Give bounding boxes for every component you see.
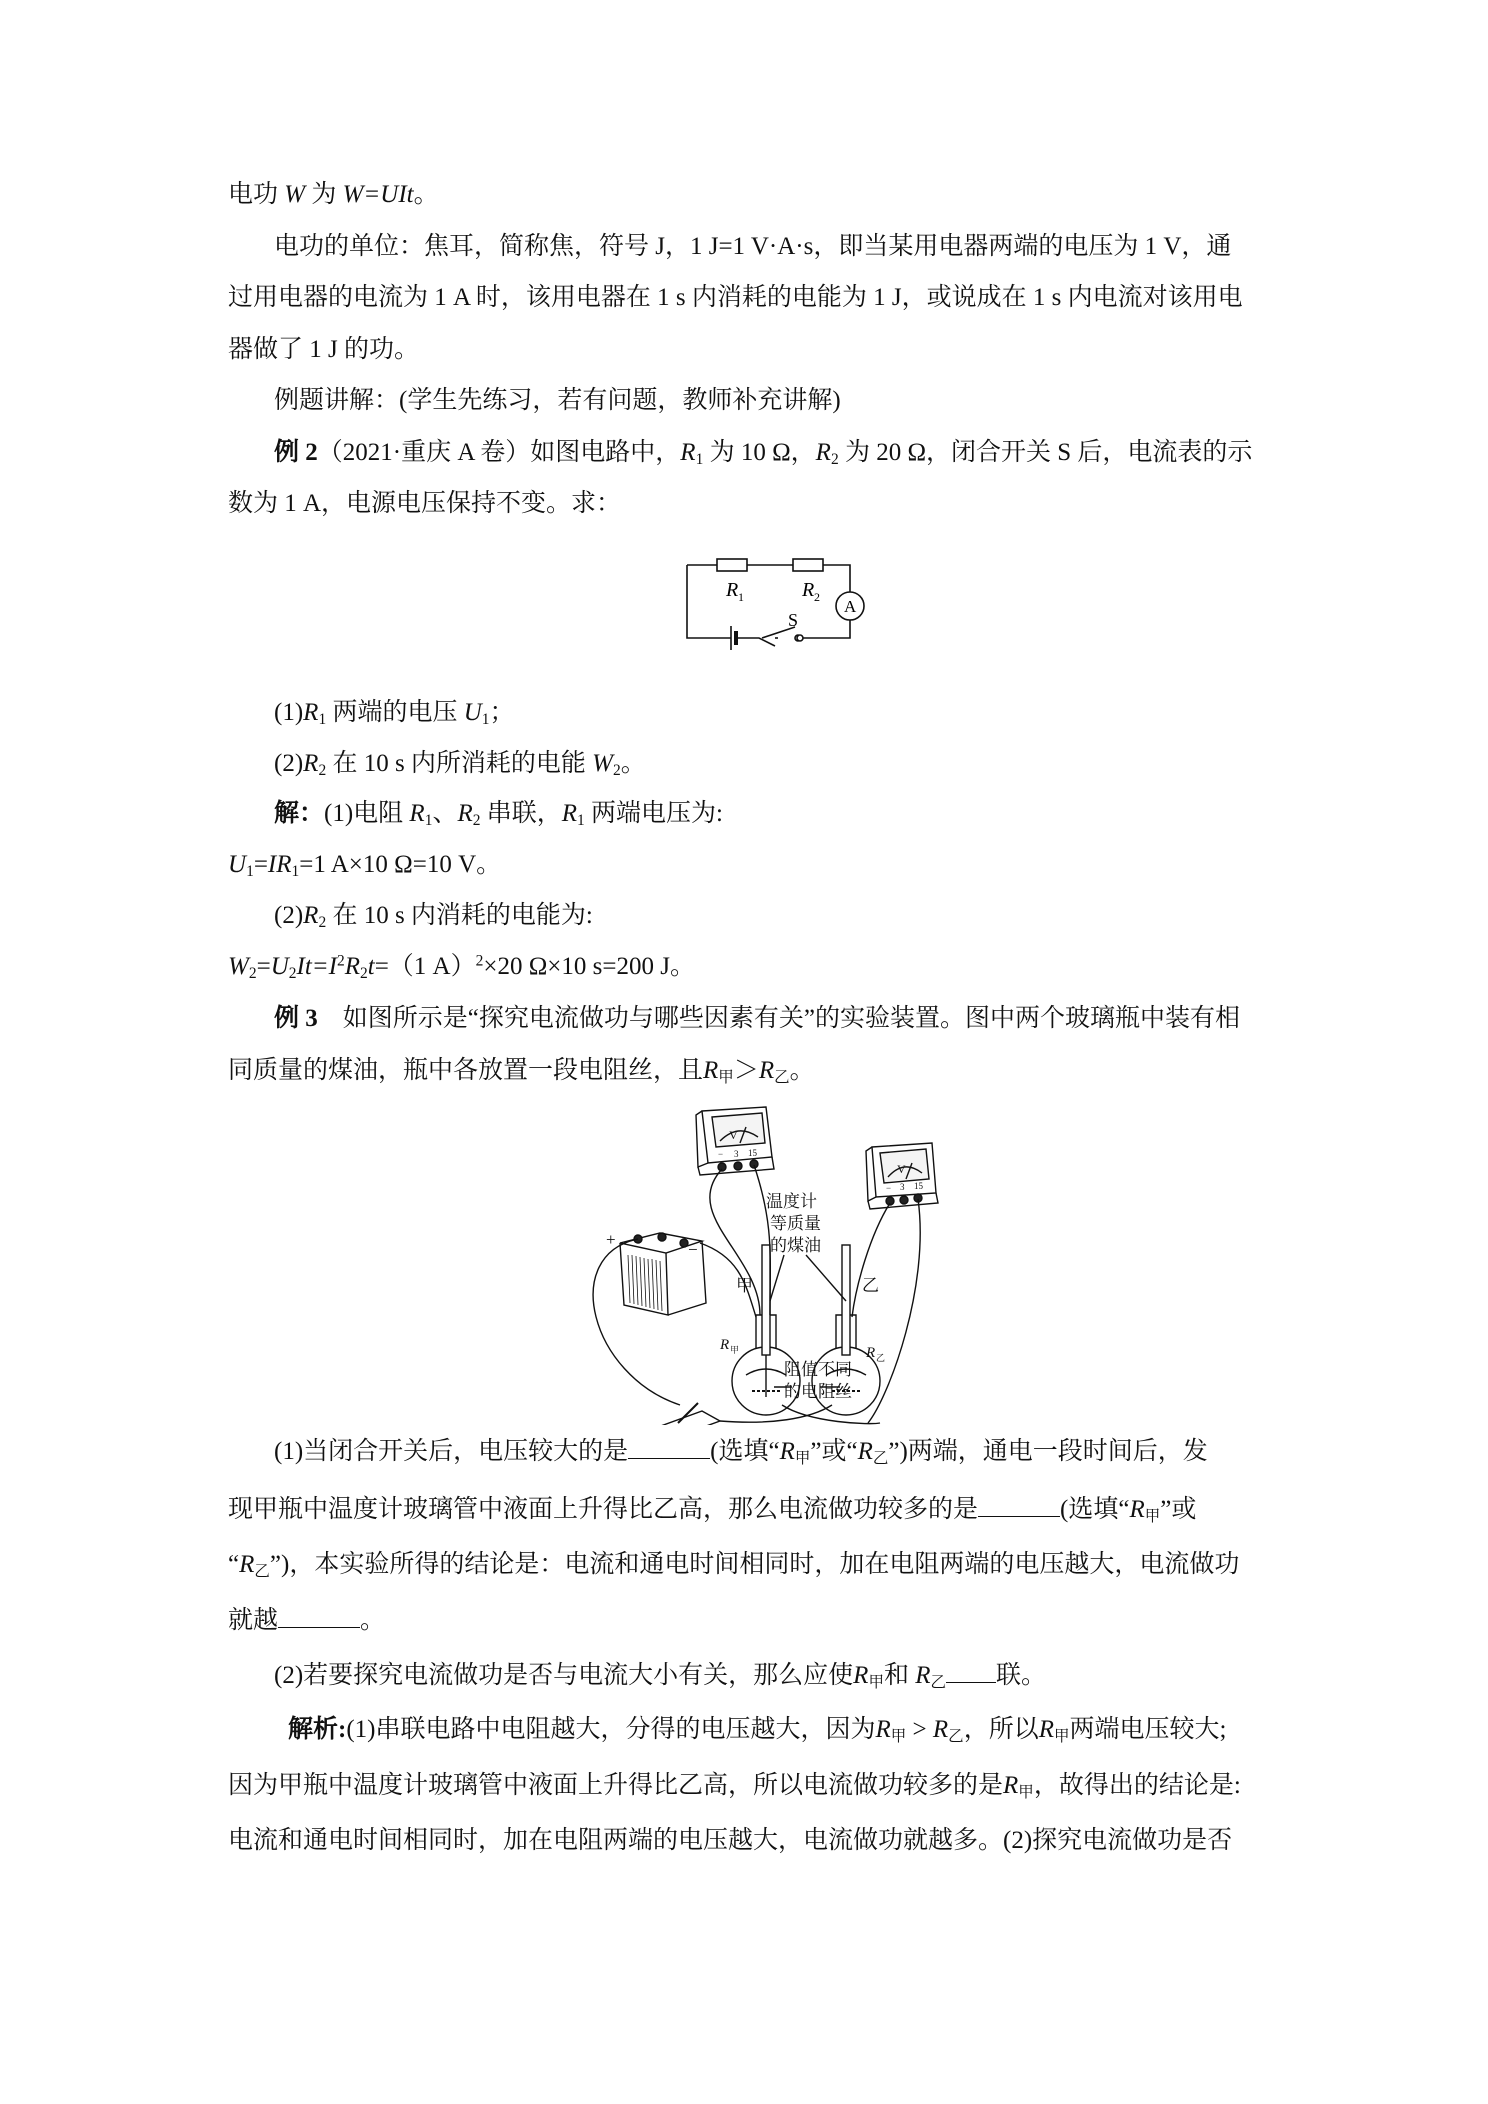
text-line-1: 电功 W 为 W=UIt。 xyxy=(228,181,439,208)
example-3-line-2: 同质量的煤油，瓶中各放置一段电阻丝，且$R_甲>R_乙$。 xyxy=(228,1057,815,1086)
scale-3-right: 3 xyxy=(900,1182,905,1192)
label-r-yi: R xyxy=(866,1345,876,1361)
solution-line-2: $U_1=IR_1=1$ A×10 Ω=10 V。 xyxy=(228,851,502,880)
text-line-3: 过用电器的电流为 1 A 时，该用电器在 1 s 内消耗的电能为 1 J，或说成在 1 s 内电流对该用电 xyxy=(228,284,1243,311)
scale-minus-right: − xyxy=(886,1183,892,1193)
voltmeter-right-v: V xyxy=(897,1162,906,1176)
scale-15-left: 15 xyxy=(748,1148,757,1158)
text-line-4: 器做了 1 J 的功。 xyxy=(228,336,419,363)
example-2-line-2: 数为 1 A，电源电压保持不变。求： xyxy=(228,490,622,517)
label-r1-sub: 1 xyxy=(738,590,744,604)
example-3-line-1: 例 3 如图所示是“探究电流做功与哪些因素有关”的实验装置。图中两个玻璃瓶中装有相 xyxy=(274,1005,1240,1032)
label-jia: 甲 xyxy=(736,1276,753,1295)
label-minus: − xyxy=(688,1240,698,1259)
label-r2: R xyxy=(802,579,815,601)
answer-blank-1[interactable] xyxy=(628,1436,710,1459)
apparatus-diagram xyxy=(570,1105,940,1425)
label-yi: 乙 xyxy=(862,1276,879,1295)
answer-blank-4[interactable] xyxy=(946,1660,996,1683)
scale-minus-left: − xyxy=(718,1149,724,1159)
label-wire-1: 阻值不同 xyxy=(784,1360,852,1379)
label-oil-1: 等质量 xyxy=(770,1214,821,1233)
analysis-line-2: 因为甲瓶中温度计玻璃管中液面上升得比乙高，所以电流做功较多的是$R_甲$，故得出的结论是: xyxy=(228,1772,1241,1801)
scale-15-right: 15 xyxy=(914,1181,923,1191)
solution-line-4: $W_2=U_2It=I^2R_2t=(1$ A）$^2$×20 Ω×10 s=200 J。 xyxy=(228,952,695,982)
analysis-line-1: 解析:(1)串联电路中电阻越大，分得的电压越大，因为$R_甲 > R_乙$，所以$R_甲$两端电压较大; xyxy=(288,1716,1227,1745)
voltmeter-left-v: V xyxy=(729,1128,738,1142)
text-line-2: 电功的单位：焦耳，简称焦，符号 J，1 J=1 V·A·s，即当某用电器两端的电压为 1 V，通 xyxy=(274,233,1232,260)
solution-line-3: $(2)R_2$ 在 10 s 内消耗的电能为: xyxy=(274,902,593,931)
label-r2-sub: 2 xyxy=(814,590,820,604)
ex3-question-1-line-3: “$R_乙$”)，本实验所得的结论是：电流和通电时间相同时，加在电阻两端的电压越大，电流做功 xyxy=(228,1551,1240,1580)
text-line-5: 例题讲解：(学生先练习，若有问题，教师补充讲解) xyxy=(274,387,841,414)
label-r-jia: R xyxy=(720,1337,730,1353)
answer-blank-3[interactable] xyxy=(278,1605,360,1628)
ex3-question-1-line-1: (1)当闭合开关后，电压较大的是 (选填“$R_甲$”或“$R_乙$”)两端，通电一段时间后，发 xyxy=(274,1438,1208,1467)
ex3-question-1-line-4: 就越 。 xyxy=(228,1607,386,1634)
label-r-jia-sub: 甲 xyxy=(730,1345,740,1355)
ex3-question-1-line-2: 现甲瓶中温度计玻璃管中液面上升得比乙高，那么电流做功较多的是 (选填“$R_甲$”或 xyxy=(228,1496,1197,1525)
label-thermometer: 温度计 xyxy=(766,1192,817,1211)
ex3-question-2: (2)若要探究电流做功是否与电流大小有关，那么应使$R_甲$和 $R_乙$ 联。 xyxy=(274,1662,1047,1691)
analysis-line-3: 电流和通电时间相同时，加在电阻两端的电压越大，电流做功就越多。(2)探究电流做功是否 xyxy=(228,1827,1233,1854)
ammeter-label: A xyxy=(844,597,857,616)
voltmeter-right xyxy=(866,1143,938,1209)
label-r1: R xyxy=(726,579,739,601)
scale-3-left: 3 xyxy=(734,1149,739,1159)
switch-label: S xyxy=(788,610,799,630)
circuit-diagram xyxy=(680,545,880,665)
knife-switch xyxy=(658,1403,720,1425)
example-2-line-1: 例 2（2021·重庆 A 卷）如图电路中，$R_1$ 为 10 Ω，$R_2$ 为 20 Ω，闭合开关 S 后，电流表的示 xyxy=(274,439,1253,468)
label-wire-2: 的电阻丝 xyxy=(784,1382,852,1401)
question-2: $(2)R_2$ 在 10 s 内所消耗的电能 $W_2$。 xyxy=(274,750,646,779)
label-oil-2: 的煤油 xyxy=(770,1236,821,1255)
label-r-yi-sub: 乙 xyxy=(876,1353,886,1363)
label-plus: + xyxy=(606,1230,616,1249)
answer-blank-2[interactable] xyxy=(978,1494,1060,1517)
solution-line-1: 解：(1)电阻 $R_1$、$R_2$ 串联，$R_1$ 两端电压为: xyxy=(274,800,723,829)
question-1: $(1)R_1$ 两端的电压 $U_1$； xyxy=(274,699,515,728)
